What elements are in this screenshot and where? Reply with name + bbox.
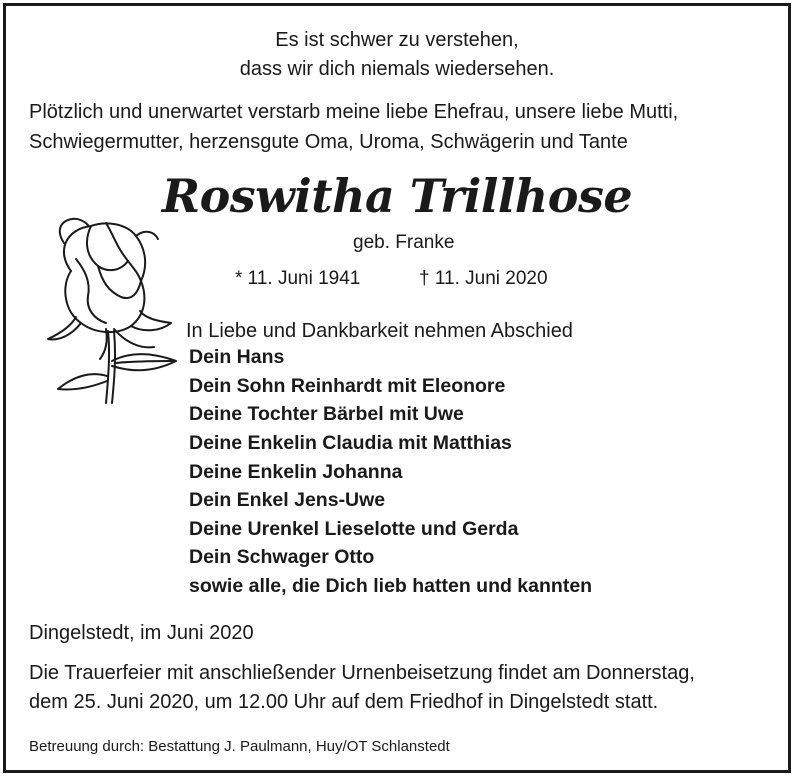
list-item: Deine Enkelin Claudia mit Matthias	[189, 432, 512, 454]
birth-name: geb. Franke	[353, 232, 455, 253]
ceremony-line-1: Die Trauerfeier mit anschließender Urnenbeisetzung findet am Donnerstag,	[29, 662, 695, 684]
motto-line-2: dass wir dich niemals wiedersehen.	[239, 58, 555, 80]
motto-line-1: Es ist schwer zu verstehen,	[275, 29, 519, 51]
farewell-line: In Liebe und Dankbarkeit nehmen Abschied	[186, 320, 573, 342]
undertaker-note: Betreuung durch: Bestattung J. Paulmann, Huy/OT Schlanstedt	[29, 738, 450, 755]
ceremony-line-2: dem 25. Juni 2020, um 12.00 Uhr auf dem Friedhof in Dingelstedt statt.	[29, 691, 659, 713]
list-item: Dein Schwager Otto	[189, 546, 375, 568]
place-date: Dingelstedt, im Juni 2020	[29, 622, 254, 644]
intro-line-2: Schwiegermutter, herzensgute Oma, Uroma, Schwägerin und Tante	[29, 131, 628, 153]
birth-date: * 11. Juni 1941	[235, 268, 361, 289]
deceased-name: Roswitha Trillhose	[161, 169, 633, 223]
list-item: sowie alle, die Dich lieb hatten und kannten	[189, 575, 593, 597]
list-item: Dein Enkel Jens-Uwe	[189, 489, 386, 511]
list-item: Deine Urenkel Lieselotte und Gerda	[189, 518, 519, 540]
death-date: † 11. Juni 2020	[419, 268, 548, 289]
obituary-frame	[3, 3, 791, 773]
rose-drawing-icon	[36, 211, 191, 406]
list-item: Dein Sohn Reinhardt mit Eleonore	[189, 375, 506, 397]
list-item: Deine Tochter Bärbel mit Uwe	[189, 403, 464, 425]
list-item: Dein Hans	[189, 346, 285, 368]
list-item: Deine Enkelin Johanna	[189, 461, 403, 483]
intro-line-1: Plötzlich und unerwartet verstarb meine liebe Ehefrau, unsere liebe Mutti,	[29, 101, 679, 123]
